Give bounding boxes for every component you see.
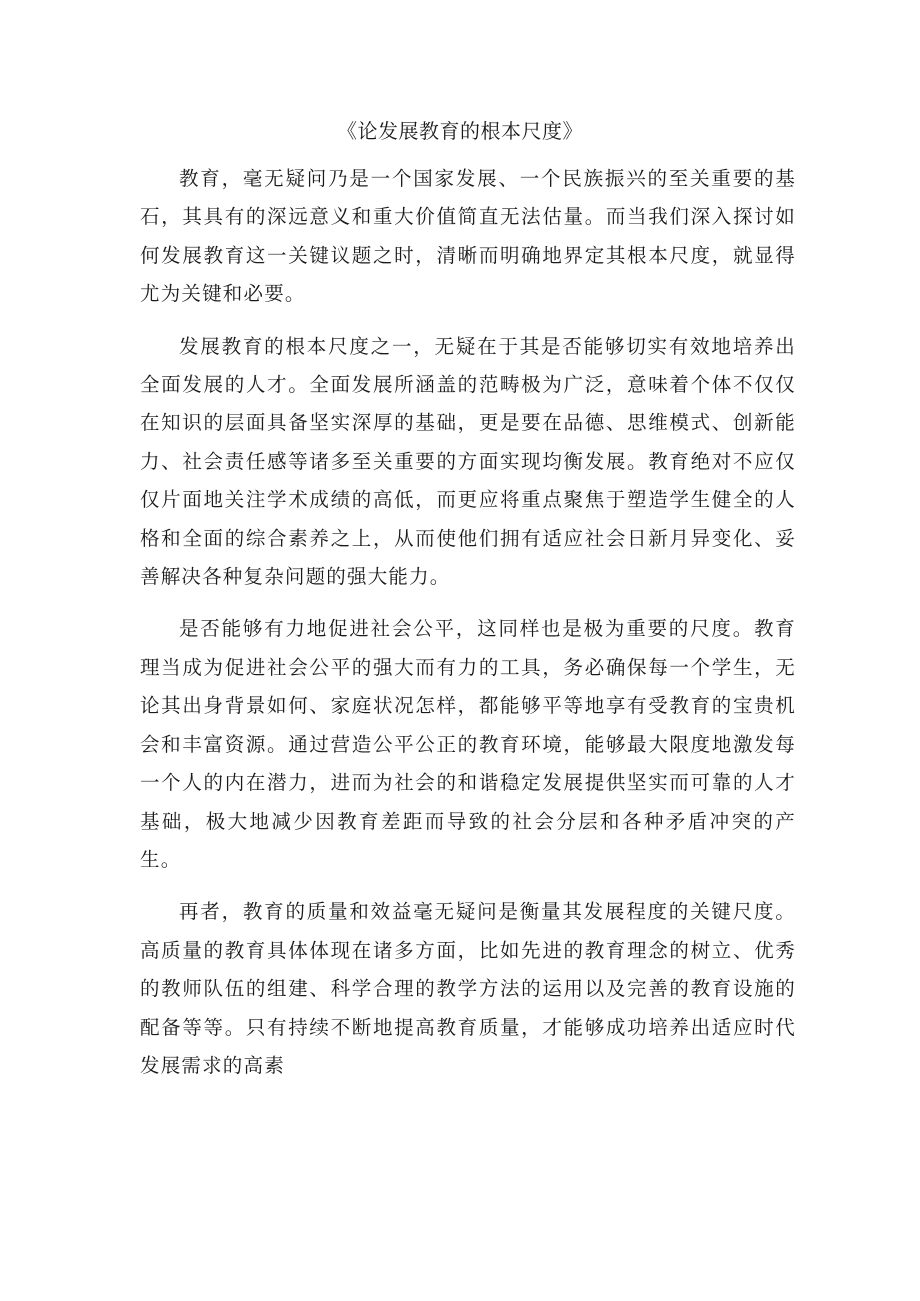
- paragraph-4: 再者，教育的质量和效益毫无疑问是衡量其发展程度的关键尺度。高质量的教育具体体现在诸多方面，比如先进的教育理念的树立、优秀的教师队伍的组建、科学合理的教学方法的运用以及完善的教育设施的配备等等。只有持续不断地提高教育质量，才能够成功培养出适应时代发展需求的高素: [140, 900, 796, 1077]
- document-title: 《论发展教育的根本尺度》: [337, 119, 583, 143]
- paragraph-3: 是否能够有力地促进社会公平，这同样也是极为重要的尺度。教育理当成为促进社会公平的强大而有力的工具，务必确保每一个学生，无论其出身背景如何、家庭状况怎样，都能够平等地享有受教育的宝贵机会和丰富资源。通过营造公平公正的教育环境，能够最大限度地激发每一个人的内在潜力，进而为社会的和谐稳定发展提供坚实而可靠的人才基础，极大地减少因教育差距而导致的社会分层和各种矛盾冲突的产生。: [140, 617, 796, 871]
- document-body: [140, 160, 796, 1099]
- paragraph-1: 教育，毫无疑问乃是一个国家发展、一个民族振兴的至关重要的基石，其具有的深远意义和重大价值简直无法估量。而当我们深入探讨如何发展教育这一关键议题之时，清晰而明确地界定其根本尺度，就显得尤为关键和必要。: [140, 167, 796, 306]
- paragraph-2: 发展教育的根本尺度之一，无疑在于其是否能够切实有效地培养出全面发展的人才。全面发展所涵盖的范畴极为广泛，意味着个体不仅仅在知识的层面具备坚实深厚的基础，更是要在品德、思维模式、创新能力、社会责任感等诸多至关重要的方面实现均衡发展。教育绝对不应仅仅片面地关注学术成绩的高低，而更应将重点聚焦于塑造学生健全的人格和全面的综合素养之上，从而使他们拥有适应社会日新月异变化、妥善解决各种复杂问题的强大能力。: [140, 334, 796, 589]
